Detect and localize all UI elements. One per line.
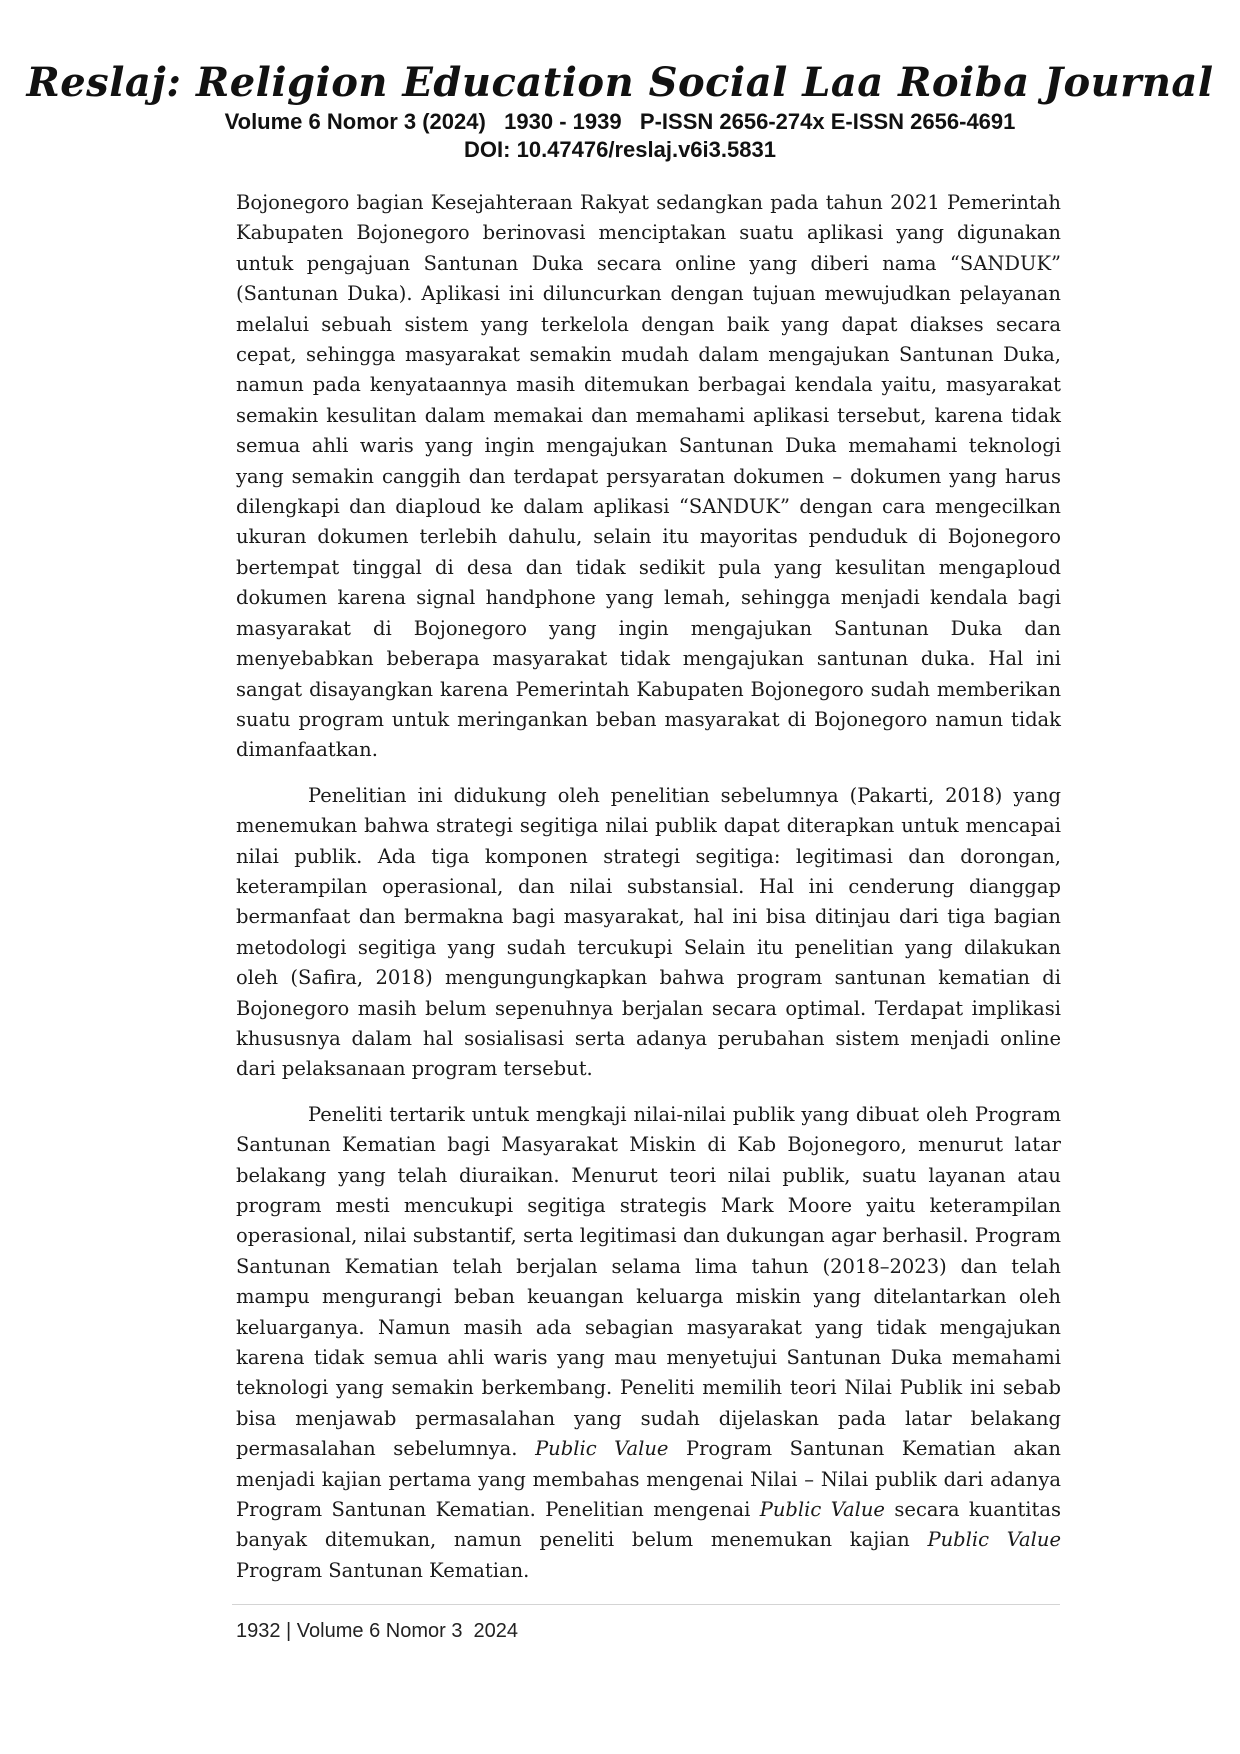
public-value-term: Public Value bbox=[927, 1528, 1061, 1552]
page-footer: 1932 | Volume 6 Nomor 3 2024 bbox=[236, 1620, 519, 1642]
article-body bbox=[236, 188, 1074, 1601]
public-value-term: Public Value bbox=[759, 1498, 885, 1522]
paragraph-3 bbox=[236, 1100, 1074, 1587]
public-value-term: Public Value bbox=[535, 1437, 669, 1461]
paragraph-3-text-a: Peneliti tertarik untuk mengkaji nilai-nilai publik yang dibuat oleh Program Santunan Kematian bagi Masyarakat Miskin di Kab Bojonegoro, menurut latar belakang yang telah diuraikan. Menurut teori nilai publik, suatu layanan atau program mesti mencukupi segitiga strategis Mark Moore yaitu keterampilan operasional, nilai substantif, serta legitimasi dan dukungan agar berhasil. Program Santunan Kematian telah berjalan selama lima tahun (2018–2023) dan telah mampu mengurangi beban keuangan keluarga miskin yang ditelantarkan oleh keluarganya. Namun masih ada sebagian masyarakat yang tidak mengajukan karena tidak semua ahli waris yang mau menyetujui Santunan Duka memahami teknologi yang semakin berkembang. Peneliti memilih teori Nilai Publik ini sebab bisa menjawab permasalahan yang sudah dijelaskan pada latar belakang permasalahan sebelumnya. bbox=[236, 1102, 1061, 1461]
page-header bbox=[0, 58, 1240, 164]
paragraph-3-text-c: secara kuantitas banyak ditemukan, namun peneliti belum menemukan kajian bbox=[236, 1498, 1061, 1552]
paragraph-2: Penelitian ini didukung oleh penelitian sebelumnya (Pakarti, 2018) yang menemukan bahwa strategi segitiga nilai publik dapat diterapkan untuk mencapai nilai publik. Ada tiga komponen strategi segitiga: legitimasi dan dorongan, keterampilan operasional, dan nilai substansial. Hal ini cenderung dianggap bermanfaat dan bermakna bagi masyarakat, hal ini bisa ditinjau dari tiga bagian metodologi segitiga yang sudah tercukupi Selain itu penelitian yang dilakukan oleh (Safira, 2018) mengungungkapkan bahwa program santunan kematian di Bojonegoro masih belum sepenuhnya berjalan secara optimal. Terdapat implikasi khususnya dalam hal sosialisasi serta adanya perubahan sistem menjadi online dari pelaksanaan program tersebut. bbox=[236, 783, 1061, 1081]
doi-line: DOI: 10.47476/reslaj.v6i3.5831 bbox=[464, 137, 776, 162]
paragraph-3-text-b: Program Santunan Kematian akan menjadi kajian pertama yang membahas mengenai Nilai – Nilai publik dari adanya Program Santunan Kematian. Penelitian mengenai bbox=[236, 1437, 1061, 1522]
paragraph-3-text-d: Program Santunan Kematian. bbox=[236, 1528, 1074, 1582]
paragraph-1: Bojonegoro bagian Kesejahteraan Rakyat sedangkan pada tahun 2021 Pemerintah Kabupaten Bojonegoro berinovasi menciptakan suatu aplikasi yang digunakan untuk pengajuan Santunan Duka secara online yang diberi nama “SANDUK” (Santunan Duka). Aplikasi ini diluncurkan dengan tujuan mewujudkan pelayanan melalui sebuah sistem yang terkelola dengan baik yang dapat diakses secara cepat, sehingga masyarakat semakin mudah dalam mengajukan Santunan Duka, namun pada kenyataannya masih ditemukan berbagai kendala yaitu, masyarakat semakin kesulitan dalam memakai dan memahami aplikasi tersebut, karena tidak semua ahli waris yang ingin mengajukan Santunan Duka memahami teknologi yang semakin canggih dan terdapat persyaratan dokumen – dokumen yang harus dilengkapi dan diaploud ke dalam aplikasi “SANDUK” dengan cara mengecilkan ukuran dokumen terlebih dahulu, selain itu mayoritas penduduk di Bojonegoro bertempat tinggal di desa dan tidak sedikit pula yang kesulitan mengaploud dokumen karena signal handphone yang lemah, sehingga menjadi kendala bagi masyarakat di Bojonegoro yang ingin mengajukan Santunan Duka dan menyebabkan beberapa masyarakat tidak mengajukan santunan duka. Hal ini sangat disayangkan karena Pemerintah Kabupaten Bojonegoro sudah memberikan suatu program untuk meringankan beban masyarakat di Bojonegoro namun tidak dimanfaatkan. bbox=[236, 191, 1061, 762]
journal-title: Reslaj: Religion Education Social Laa Roiba Journal bbox=[26, 59, 1214, 106]
footer-divider bbox=[232, 1604, 1060, 1605]
volume-line: Volume 6 Nomor 3 (2024) 1930 - 1939 P-ISSN 2656-274x E-ISSN 2656-4691 bbox=[224, 109, 1016, 134]
